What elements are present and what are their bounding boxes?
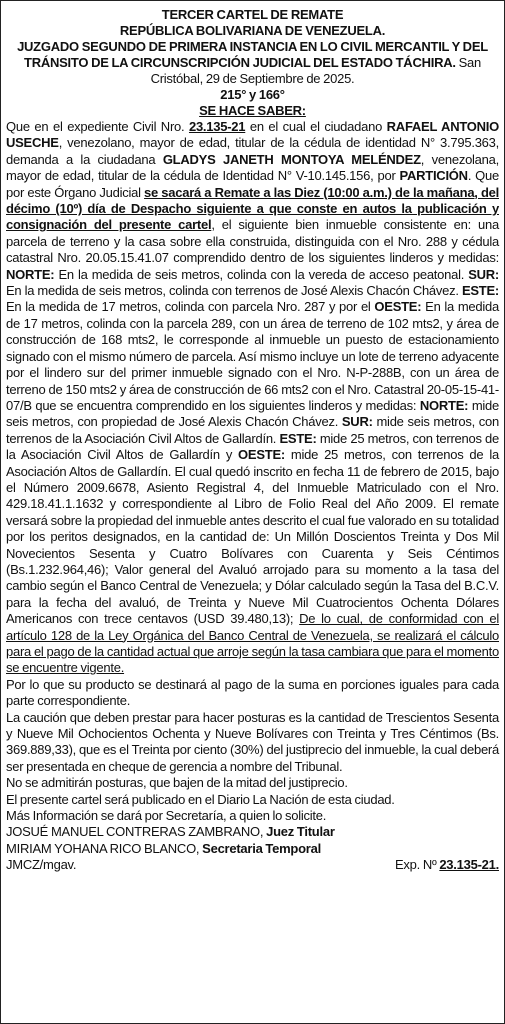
court-name: JUZGADO SEGUNDO DE PRIMERA INSTANCIA EN LO CIVIL MERCANTIL Y DEL TRÁNSITO DE LA CIRCUNSCRIPCIÓN JUDICIAL DEL ESTADO TÁCHIRA. [17,39,488,70]
text-span: mide seis metros, con propiedad de José Alexis Chacón Chávez. [6,397,499,430]
secretary-title: Secretaria Temporal [202,840,321,856]
proceeds-paragraph: Por lo que su producto se destinará al pago de la suma en porciones iguales para cada parte correspondiente. [6,676,499,709]
text-span: , el siguiente bien inmueble consistente en: una parcela de terreno y la casa sobre ella construida, distinguida con el Nro. 288 y cédula catastral Nro. 20.05.15.41.07 comprendido dentro de los siguientes linderos y medidas: [6,217,499,266]
bcv-clause: De lo cual, de conformidad con el artículo 128 de la Ley Orgánica del Banco Central de Venezuela, se realizará el cálculo para el pago de la cantidad actual que arroje según la tasa cambiara que para el momento se encuentre vigente. [6,611,499,676]
text-span: , venezolana, mayor de edad, titular de la cédula de Identidad N° V-10.145.156, por [6,151,499,184]
text-span: Que en el expediente Civil Nro. [6,119,189,134]
text-span: , venezolano, mayor de edad, titular de la cédula de identidad N° 3.795.363, demanda a la ciudadana [6,135,499,167]
text-span: En la medida de seis metros, colinda con terrenos de José Alexis Chacón Chávez. [6,283,462,299]
text-span: En la medida de 17 metros, colinda con parcela Nro. 287 y por el [6,299,375,315]
text-span: mide 25 metros, con terrenos de la Asociación Altos de Gallardín. El cual quedó inscrito en fecha 11 de febrero de 2015, bajo el Número 2009.6678, Asiento Registral 4, del Inmueble Matriculado con el Nro. 429.18.41.1.1632 y correspondiente al Libro de Folio Real del Año 2009. El remate versará sobre la propiedad del inmueble antes descrito el cual fue valorado en su totalidad por los peritos designados, en la cantidad de: Un Millón Doscientos Treinta y Dos Mil Novecientos Sesenta y Cuatro Bolívares con Cuarenta y Seis Céntimos (Bs.1.232.964,46); Valor general del Avaluó arrojado para su momento a la tasa del cambio según el Banco Central de Venezuela; y Dólar calculado según la Tasa del B.C.V. para la fecha del avaluó, de Treinta y Nueve Mil Cuatrocientos Ochenta Dólares Americanos con trece centavos (USD 39.480,13); [6,447,499,627]
notice-title: TERCER CARTEL DE REMATE [161,7,344,22]
text-span: . Que por este Órgano Judicial [6,168,499,200]
info-paragraph: Más Información se dará por Secretaría, a quien lo solicite. [6,808,327,824]
bids-paragraph: No se admitirán posturas, que bajen de la mitad del justiprecio. [6,775,348,791]
defendant-name: GLADYS JANETH MONTOYA MELÉNDEZ [162,151,421,167]
boundary-label: NORTE: [6,266,55,282]
footer-row [6,857,499,873]
boundary-label: NORTE: [419,397,469,413]
bond-paragraph: La caución que deben prestar para hacer posturas es la cantidad de Trescientos Sesenta y Nueve Mil Ochocientos Ochenta y Nueve Bolívares con Treinta y Tres Céntimos (Bs. 369.889,33), que es el Treinta por ciento (30%) del justiprecio del inmueble, la cual deberá ser presentada en cheque de gerencia a nombre del Tribunal. [6,709,499,774]
publication-paragraph: El presente cartel será publicado en el Diario La Nación de esta ciudad. [6,791,395,807]
place-date: San Cristóbal, 29 de Septiembre de 2025. [150,55,481,86]
particion-label: PARTICIÓN [399,168,468,184]
expedient-footer [395,857,499,873]
text-span: en el cual el ciudadano [245,119,387,134]
text-span: En la medida de seis metros, colinda con la vereda de acceso peatonal. [54,266,469,282]
judge-title: Juez Titular [266,824,335,840]
notice-header [6,7,499,119]
expedient-footer-number: 23.135-21. [439,857,499,873]
main-paragraph [6,119,499,677]
remate-clause: se sacará a Remate a las Diez (10:00 a.m.) de la mañana, del décimo (10º) día de Despacho siguiente a que conste en autos la publicación y consignación del presente cartel [6,184,499,233]
boundary-label: SUR: [468,266,499,282]
court-name-line [6,39,499,87]
country-line: REPÚBLICA BOLIVARIANA DE VENEZUELA. [119,23,386,38]
boundary-label: OESTE: [374,299,422,315]
plaintiff-name: RAFAEL ANTONIO USECHE [6,119,500,151]
boundary-label: ESTE: [461,283,499,299]
boundary-label: ESTE: [279,430,317,446]
text-span: mide seis metros, con terrenos de la Asociación Civil Altos de Gallardín. [6,414,499,446]
expedient-label: Exp. Nº [394,857,440,873]
text-span: mide 25 metros, con terrenos de la Asociación Civil Altos de Gallardín y [6,430,499,463]
judge-signature [6,824,499,840]
expedient-number: 23.135-21 [188,119,246,134]
secretary-signature [6,841,499,857]
judge-name: JOSUÉ MANUEL CONTRERAS ZAMBRANO, [6,824,267,840]
boundary-label: SUR: [341,414,373,430]
text-span: En la medida de 17 metros, colinda con la parcela 289, con un área de terreno de 102 mts2, y área de construcción de 168 mts2, le corresponde al inmueble un puesto de estacionamiento signado con el mismo número de parcela. Así mismo incluye un lote de terreno adyacente por el lindero sur del primer inmueble signado con el Nro. N-P-288B, con un área de terreno de 150 mts2 y área de construcción de 66 mts2 con el Nro. Catastral 20-05-15-41-07/B que se encuentra comprendido en los siguientes linderos y medidas: [6,299,499,413]
initials: JMCZ/mgav. [6,857,77,873]
boundary-label: OESTE: [238,447,285,463]
secretary-name: MIRIAM YOHANA RICO BLANCO, [6,840,203,856]
hace-saber-heading: SE HACE SABER: [199,103,306,118]
years-line: 215° y 166° [220,87,285,102]
